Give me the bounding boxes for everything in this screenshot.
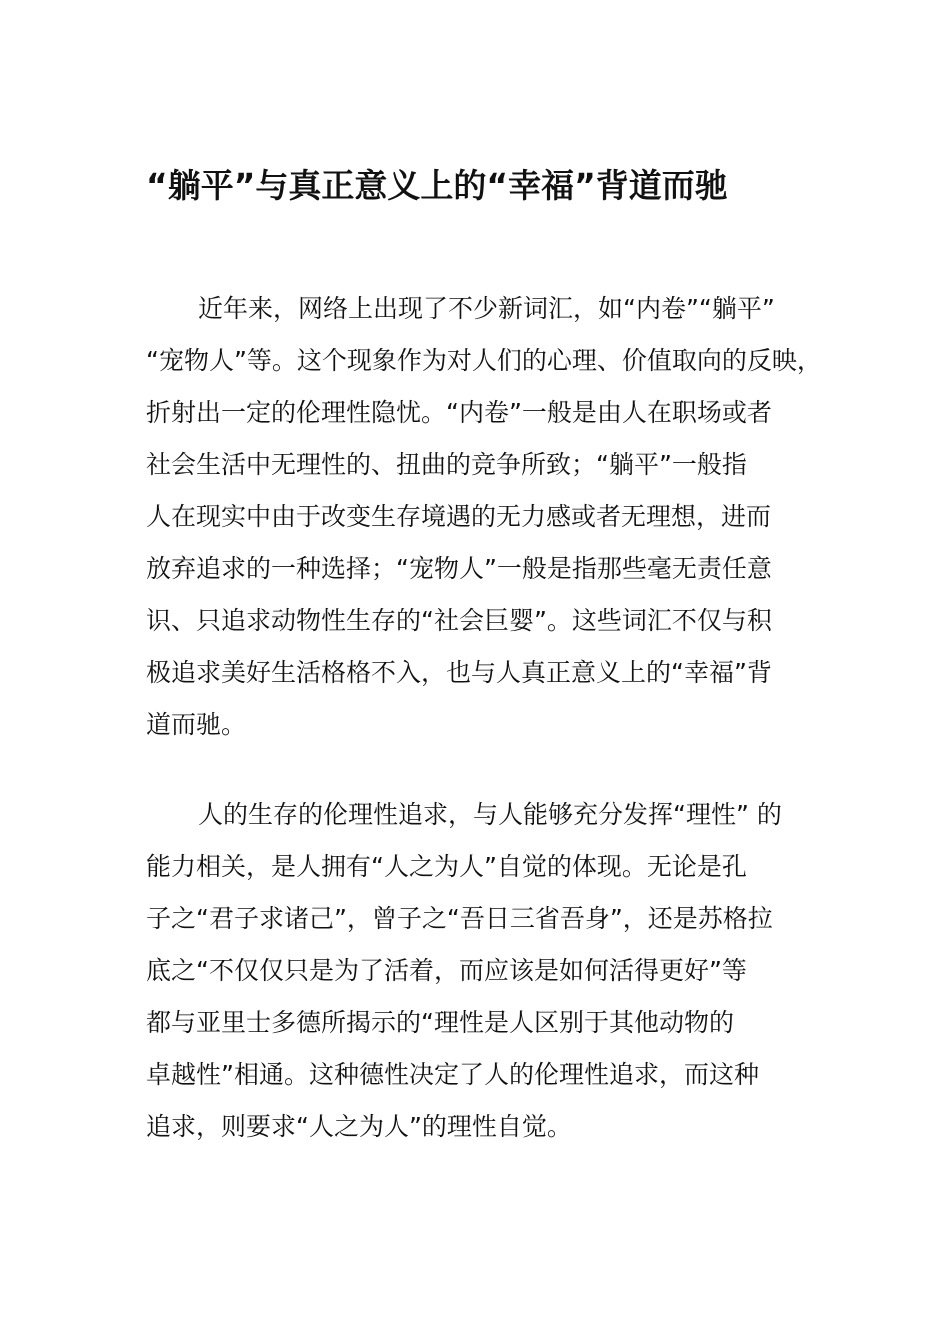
paragraph-line: 能力相关，是人拥有“人之为人”自觉的体现。无论是孔	[146, 852, 747, 881]
paragraph-2	[146, 789, 782, 1153]
paragraph-line: 极追求美好生活格格不入，也与人真正意义上的“幸福”背	[146, 658, 772, 687]
page-title: “躺平”与真正意义上的“幸福”背道而驰	[146, 166, 728, 205]
paragraph-1	[146, 283, 822, 751]
paragraph-line: 道而驰。	[146, 710, 247, 739]
paragraph-line: 放弃追求的一种选择；“宠物人”一般是指那些毫无责任意	[146, 554, 772, 583]
paragraph-line: 子之“君子求诸己”，曾子之“吾日三省吾身”，还是苏格拉	[146, 904, 773, 933]
paragraph-line: 卓越性”相通。这种德性决定了人的伦理性追求，而这种	[146, 1060, 759, 1089]
paragraph-line: 追求，则要求“人之为人”的理性自觉。	[146, 1112, 572, 1141]
paragraph-line: “宠物人”等。这个现象作为对人们的心理、价值取向的反映，	[146, 346, 822, 375]
paragraph-line: 识、只追求动物性生存的“社会巨婴”。这些词汇不仅与积	[146, 606, 772, 635]
paragraph-line: 人在现实中由于改变生存境遇的无力感或者无理想，进而	[146, 502, 772, 531]
paragraph-line: 折射出一定的伦理性隐忧。“内卷”一般是由人在职场或者	[146, 398, 772, 427]
paragraph-line: 近年来，网络上出现了不少新词汇，如“内卷”“躺平”	[198, 294, 775, 323]
paragraph-line: 社会生活中无理性的、扭曲的竞争所致；“躺平”一般指	[146, 450, 747, 479]
paragraph-line: 都与亚里士多德所揭示的“理性是人区别于其他动物的	[146, 1008, 734, 1037]
paragraph-line: 底之“不仅仅只是为了活着，而应该是如何活得更好”等	[146, 956, 747, 985]
paragraph-line: 人的生存的伦理性追求，与人能够充分发挥“理性” 的	[198, 800, 782, 829]
